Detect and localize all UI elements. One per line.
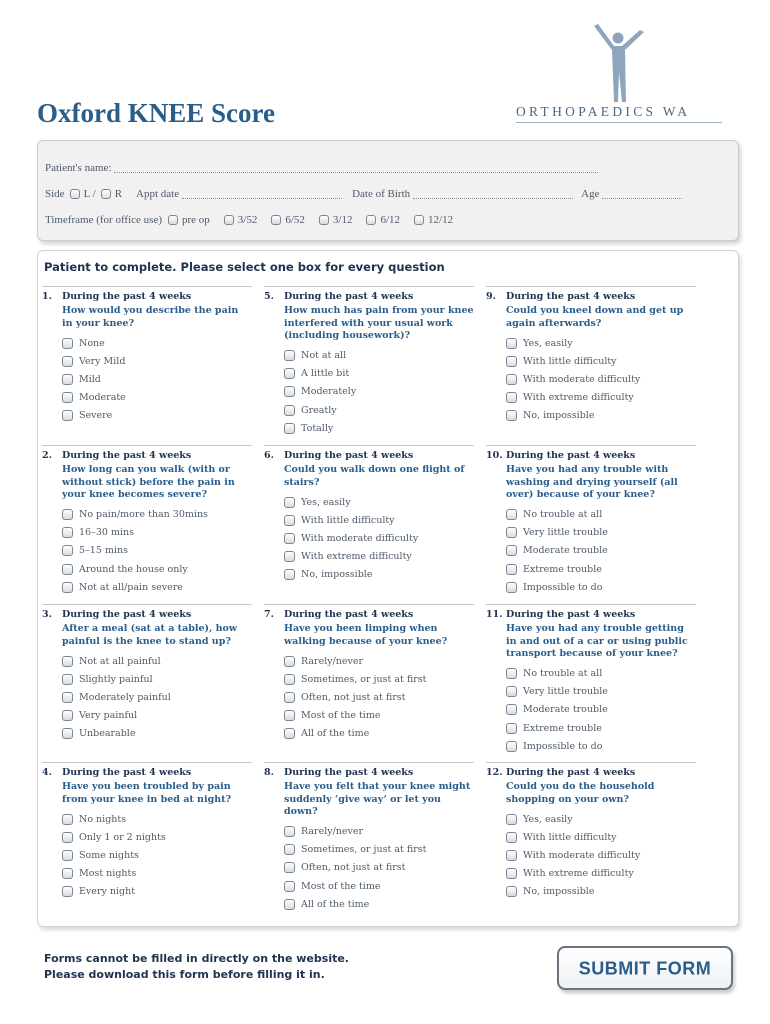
answer-option[interactable] [506, 524, 696, 542]
answer-option[interactable] [506, 407, 696, 425]
answer-label: All of the time [301, 728, 370, 740]
patient-name-label: Patient's name: [45, 162, 112, 174]
answer-checkbox[interactable] [62, 886, 73, 897]
answer-label: Unbearable [79, 728, 136, 740]
answer-label: Rarely/never [301, 826, 364, 838]
question-period: During the past 4 weeks [62, 609, 192, 620]
answer-checkbox[interactable] [62, 728, 73, 739]
question-text: Have you felt that your knee might suddenly ‘give way’ or let you down? [284, 781, 471, 817]
question-period: During the past 4 weeks [284, 450, 414, 461]
answer-checkbox[interactable] [284, 674, 295, 685]
timeframe-option-label: 3/52 [237, 214, 258, 226]
question-block [42, 445, 252, 596]
question-period: During the past 4 weeks [284, 609, 414, 620]
answer-checkbox[interactable] [62, 527, 73, 538]
answer-label: Most of the time [301, 710, 381, 722]
answer-option[interactable] [284, 419, 474, 437]
answer-option[interactable] [284, 670, 474, 688]
answer-options [62, 652, 252, 743]
answer-checkbox[interactable] [284, 710, 295, 721]
answer-label: With little difficulty [523, 355, 617, 367]
answer-label: No trouble at all [523, 509, 603, 521]
question-period: During the past 4 weeks [62, 767, 192, 778]
question-number: 2. [42, 450, 52, 461]
question-block [264, 286, 474, 437]
answer-checkbox[interactable] [506, 374, 517, 385]
answer-option[interactable] [62, 352, 252, 370]
question-number: 12. [486, 767, 503, 778]
question-period: During the past 4 weeks [62, 291, 192, 302]
submit-form-button[interactable]: SUBMIT FORM [557, 946, 733, 990]
answer-checkbox[interactable] [284, 533, 295, 544]
answer-option[interactable] [506, 665, 696, 683]
answer-option[interactable] [62, 883, 252, 901]
appt-date-field[interactable] [182, 190, 342, 199]
answer-label: Sometimes, or just at first [301, 673, 427, 685]
answer-checkbox[interactable] [62, 564, 73, 575]
answer-option[interactable] [62, 865, 252, 883]
answer-checkbox[interactable] [284, 862, 295, 873]
answer-label: Impossible to do [523, 581, 603, 593]
timeframe-checkbox[interactable] [271, 215, 281, 225]
answer-option[interactable] [506, 578, 696, 596]
timeframe-checkbox[interactable] [366, 215, 376, 225]
answer-label: Very little trouble [523, 686, 608, 698]
answer-label: No trouble at all [523, 668, 603, 680]
answer-checkbox[interactable] [284, 656, 295, 667]
question-number: 10. [486, 450, 503, 461]
question-number: 6. [264, 450, 274, 461]
answer-option[interactable] [506, 389, 696, 407]
answer-label: Around the house only [79, 563, 188, 575]
instructions: Patient to complete. Please select one box for every question [44, 260, 445, 274]
answer-label: Yes, easily [301, 496, 351, 508]
answer-checkbox[interactable] [284, 386, 295, 397]
answer-option[interactable] [506, 883, 696, 901]
side-right-checkbox[interactable] [101, 189, 111, 199]
answer-checkbox[interactable] [284, 350, 295, 361]
answer-checkbox[interactable] [62, 356, 73, 367]
answer-option[interactable] [62, 688, 252, 706]
answer-options [284, 823, 474, 914]
answer-option[interactable] [284, 365, 474, 383]
answer-options [506, 810, 696, 901]
answer-option[interactable] [62, 578, 252, 596]
answer-checkbox[interactable] [506, 723, 517, 734]
answer-label: No, impossible [301, 569, 373, 581]
answer-checkbox[interactable] [62, 832, 73, 843]
appt-date-label: Appt date [136, 188, 180, 200]
question-number: 9. [486, 291, 496, 302]
answer-option[interactable] [62, 652, 252, 670]
answer-label: With extreme difficulty [301, 551, 412, 563]
side-left-checkbox[interactable] [70, 189, 80, 199]
answer-label: A little bit [301, 368, 350, 380]
question-period: During the past 4 weeks [506, 450, 636, 461]
answer-label: Slightly painful [79, 673, 153, 685]
question-number: 3. [42, 609, 52, 620]
answer-label: With little difficulty [523, 831, 617, 843]
answer-option[interactable] [506, 334, 696, 352]
question-block [486, 286, 696, 425]
answer-checkbox[interactable] [506, 527, 517, 538]
answer-checkbox[interactable] [62, 582, 73, 593]
answer-label: Moderate [79, 392, 126, 404]
answer-option[interactable] [506, 846, 696, 864]
answer-checkbox[interactable] [506, 832, 517, 843]
question-block [264, 762, 474, 913]
answer-label: No, impossible [523, 886, 595, 898]
answer-option[interactable] [506, 865, 696, 883]
timeframe-option-label: 6/52 [285, 214, 305, 226]
timeframe-checkbox[interactable] [414, 215, 424, 225]
question-text: Could you walk down one flight of stairs? [284, 464, 465, 488]
footer-line-2: Please download this form before filling it in. [44, 968, 325, 981]
answer-checkbox[interactable] [506, 338, 517, 349]
side-right-label: R [114, 188, 123, 200]
person-logo-icon [588, 24, 648, 104]
timeframe-option-label: 12/12 [428, 214, 454, 226]
age-label: Age [581, 188, 600, 200]
answer-checkbox[interactable] [506, 545, 517, 556]
answer-options [284, 493, 474, 584]
answer-checkbox[interactable] [284, 569, 295, 580]
answer-option[interactable] [284, 652, 474, 670]
answer-checkbox[interactable] [284, 899, 295, 910]
answer-label: Very Mild [79, 355, 126, 367]
question-text: Could you kneel down and get up again afterwards? [506, 305, 684, 329]
answer-label: Sometimes, or just at first [301, 844, 427, 856]
answer-label: Yes, easily [523, 813, 573, 825]
question-number: 4. [42, 767, 52, 778]
answer-label: Mild [79, 373, 101, 385]
answer-option[interactable] [62, 810, 252, 828]
answer-label: Most of the time [301, 880, 381, 892]
answer-label: None [79, 337, 105, 349]
answer-option[interactable] [284, 707, 474, 725]
answer-checkbox[interactable] [506, 704, 517, 715]
timeframe-option-label: 6/12 [380, 214, 401, 226]
answer-option[interactable] [506, 542, 696, 560]
question-text: After a meal (sat at a table), how painful is the knee to stand up? [62, 623, 238, 647]
answer-label: Some nights [79, 849, 139, 861]
answer-label: All of the time [301, 898, 370, 910]
answer-checkbox[interactable] [506, 392, 517, 403]
answer-checkbox[interactable] [62, 656, 73, 667]
answer-option[interactable] [62, 506, 252, 524]
answer-label: Extreme trouble [523, 722, 602, 734]
answer-label: Often, not just at first [301, 691, 406, 703]
question-block [42, 604, 252, 743]
answer-checkbox[interactable] [506, 686, 517, 697]
answer-options [62, 334, 252, 425]
answer-option[interactable] [62, 370, 252, 388]
question-block [264, 445, 474, 584]
answer-option[interactable] [506, 701, 696, 719]
timeframe-checkbox[interactable] [168, 215, 178, 225]
question-period: During the past 4 weeks [506, 767, 636, 778]
answer-option[interactable] [62, 524, 252, 542]
logo-divider [516, 122, 722, 123]
answer-option[interactable] [62, 846, 252, 864]
answer-label: Rarely/never [301, 655, 364, 667]
question-text: Have you had any trouble with washing and drying yourself (all over) because of your knee? [506, 464, 678, 500]
answer-checkbox[interactable] [62, 392, 73, 403]
answer-option[interactable] [506, 719, 696, 737]
answer-checkbox[interactable] [284, 881, 295, 892]
question-number: 1. [42, 291, 52, 302]
answer-label: Not at all painful [79, 655, 161, 667]
answer-label: Often, not just at first [301, 862, 406, 874]
answer-option[interactable] [284, 529, 474, 547]
question-text: Have you been limping when walking because of your knee? [284, 623, 448, 647]
answer-checkbox[interactable] [506, 868, 517, 879]
answer-label: 16–30 mins [79, 527, 134, 539]
question-period: During the past 4 weeks [506, 291, 636, 302]
answer-label: Moderate trouble [523, 545, 608, 557]
question-text: Have you had any trouble getting in and out of a car or using public transport because of your knee? [506, 623, 688, 659]
answer-checkbox[interactable] [506, 741, 517, 752]
question-number: 7. [264, 609, 274, 620]
answer-checkbox[interactable] [284, 515, 295, 526]
question-block [264, 604, 474, 743]
answer-option[interactable] [284, 859, 474, 877]
answer-options [506, 334, 696, 425]
question-block [486, 604, 696, 755]
question-block [486, 762, 696, 901]
answer-checkbox[interactable] [62, 710, 73, 721]
answer-option[interactable] [506, 683, 696, 701]
answer-option[interactable] [62, 725, 252, 743]
answer-label: Not at all [301, 350, 347, 362]
answer-label: With moderate difficulty [301, 532, 419, 544]
answer-label: Only 1 or 2 nights [79, 831, 166, 843]
answer-option[interactable] [506, 506, 696, 524]
side-left-label: L / [83, 188, 96, 200]
footer-line-1: Forms cannot be filled in directly on the website. [44, 952, 349, 965]
answer-checkbox[interactable] [62, 374, 73, 385]
answer-label: Very little trouble [523, 527, 608, 539]
answer-checkbox[interactable] [62, 509, 73, 520]
answer-checkbox[interactable] [62, 692, 73, 703]
answer-option[interactable] [284, 511, 474, 529]
answer-checkbox[interactable] [506, 356, 517, 367]
answer-checkbox[interactable] [62, 850, 73, 861]
answer-option[interactable] [506, 810, 696, 828]
answer-label: With moderate difficulty [523, 373, 641, 385]
answer-label: Moderately [301, 386, 357, 398]
answer-label: Moderately painful [79, 691, 171, 703]
answer-label: No, impossible [523, 410, 595, 422]
answer-checkbox[interactable] [284, 826, 295, 837]
question-period: During the past 4 weeks [284, 291, 414, 302]
answer-checkbox[interactable] [506, 410, 517, 421]
answer-checkbox[interactable] [284, 405, 295, 416]
answer-label: Every night [79, 886, 136, 898]
answer-options [284, 652, 474, 743]
answer-option[interactable] [284, 823, 474, 841]
answer-label: Greatly [301, 404, 337, 416]
answer-option[interactable] [284, 347, 474, 365]
answer-option[interactable] [62, 407, 252, 425]
answer-checkbox[interactable] [284, 844, 295, 855]
timeframe-option-label: pre op [182, 214, 210, 226]
answer-options [62, 810, 252, 901]
timeframe-checkbox[interactable] [319, 215, 329, 225]
answer-checkbox[interactable] [284, 368, 295, 379]
answer-option[interactable] [284, 895, 474, 913]
answer-option[interactable] [62, 828, 252, 846]
answer-label: Moderate trouble [523, 704, 608, 716]
answer-options [506, 665, 696, 756]
answer-option[interactable] [62, 707, 252, 725]
answer-checkbox[interactable] [506, 668, 517, 679]
answer-option[interactable] [62, 560, 252, 578]
answer-checkbox[interactable] [284, 692, 295, 703]
answer-checkbox[interactable] [62, 410, 73, 421]
answer-option[interactable] [284, 877, 474, 895]
answer-label: Totally [301, 422, 334, 434]
question-block [486, 445, 696, 596]
answer-checkbox[interactable] [284, 497, 295, 508]
side-label: Side [45, 188, 65, 200]
answer-label: Yes, easily [523, 337, 573, 349]
answer-option[interactable] [506, 370, 696, 388]
answer-option[interactable] [506, 560, 696, 578]
answer-label: Not at all/pain severe [79, 581, 183, 593]
question-period: During the past 4 weeks [62, 450, 192, 461]
answer-checkbox[interactable] [506, 850, 517, 861]
answer-label: Most nights [79, 868, 137, 880]
logo-text: ORTHOPAEDICS WA [516, 104, 691, 119]
age-field[interactable] [602, 190, 682, 199]
dob-field[interactable] [413, 190, 573, 199]
answer-checkbox[interactable] [506, 564, 517, 575]
question-period: During the past 4 weeks [506, 609, 636, 620]
answer-label: No nights [79, 813, 127, 825]
answer-label: 5–15 mins [79, 545, 128, 557]
question-block [42, 762, 252, 901]
answer-label: Severe [79, 410, 113, 422]
question-block [42, 286, 252, 425]
answer-options [506, 506, 696, 597]
answer-checkbox[interactable] [62, 814, 73, 825]
question-number: 8. [264, 767, 274, 778]
dob-label: Date of Birth [352, 188, 411, 200]
question-text: How would you describe the pain in your knee? [62, 305, 239, 329]
answer-label: Very painful [79, 710, 138, 722]
timeframe-option-label: 3/12 [332, 214, 353, 226]
question-text: How much has pain from your knee interfered with your usual work (including housework)? [284, 305, 474, 341]
form-title: Oxford KNEE Score [37, 98, 275, 128]
question-number: 11. [486, 609, 503, 620]
answer-checkbox[interactable] [284, 728, 295, 739]
answer-checkbox[interactable] [284, 551, 295, 562]
answer-option[interactable] [284, 688, 474, 706]
answer-checkbox[interactable] [62, 674, 73, 685]
answer-option[interactable] [62, 670, 252, 688]
question-number: 5. [264, 291, 274, 302]
answer-option[interactable] [62, 389, 252, 407]
answer-options [284, 347, 474, 438]
answer-label: Impossible to do [523, 740, 603, 752]
answer-checkbox[interactable] [62, 868, 73, 879]
answer-option[interactable] [62, 542, 252, 560]
answer-option[interactable] [284, 401, 474, 419]
footer-note [44, 951, 349, 983]
answer-option[interactable] [284, 566, 474, 584]
answer-options [62, 506, 252, 597]
answer-label: With extreme difficulty [523, 868, 634, 880]
answer-option[interactable] [284, 493, 474, 511]
answer-checkbox[interactable] [506, 582, 517, 593]
answer-checkbox[interactable] [506, 814, 517, 825]
answer-checkbox[interactable] [284, 423, 295, 434]
timeframe-checkbox[interactable] [224, 215, 234, 225]
answer-checkbox[interactable] [62, 545, 73, 556]
timeframe-label: Timeframe (for office use) [45, 214, 162, 226]
patient-name-field[interactable] [114, 164, 598, 173]
answer-label: Extreme trouble [523, 563, 602, 575]
answer-label: With extreme difficulty [523, 392, 634, 404]
answer-checkbox[interactable] [506, 509, 517, 520]
answer-option[interactable] [284, 841, 474, 859]
answer-option[interactable] [506, 352, 696, 370]
answer-label: With little difficulty [301, 514, 395, 526]
question-text: Have you been troubled by pain from your knee in bed at night? [62, 781, 232, 805]
patient-info-box [37, 140, 739, 241]
answer-option[interactable] [284, 383, 474, 401]
answer-option[interactable] [284, 548, 474, 566]
answer-checkbox[interactable] [506, 886, 517, 897]
answer-checkbox[interactable] [62, 338, 73, 349]
answer-option[interactable] [284, 725, 474, 743]
answer-label: No pain/more than 30mins [79, 509, 208, 521]
question-text: Could you do the household shopping on your own? [506, 781, 655, 805]
answer-label: With moderate difficulty [523, 849, 641, 861]
answer-option[interactable] [62, 334, 252, 352]
answer-option[interactable] [506, 828, 696, 846]
question-text: How long can you walk (with or without stick) before the pain in your knee becomes severe? [62, 464, 235, 500]
answer-option[interactable] [506, 737, 696, 755]
question-period: During the past 4 weeks [284, 767, 414, 778]
